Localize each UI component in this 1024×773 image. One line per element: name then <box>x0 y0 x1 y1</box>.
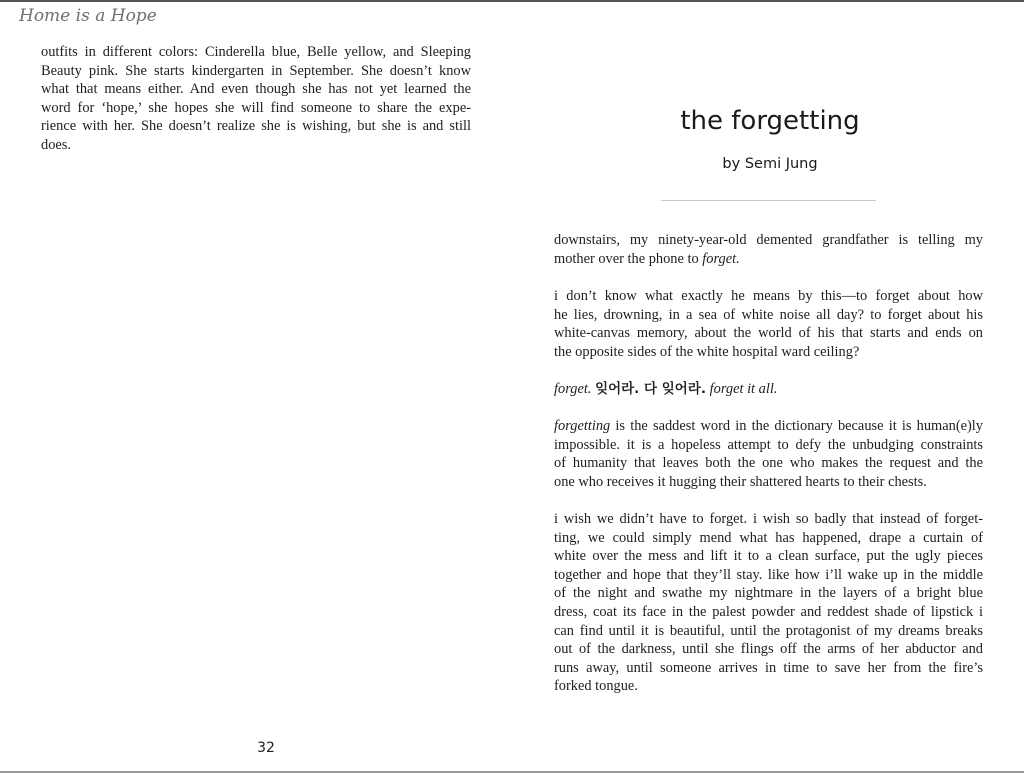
paragraph-2 <box>554 287 983 361</box>
line-text: mother over the phone to <box>554 250 703 267</box>
paragraph-line: can find until it is beautiful, until the protagonist of my dreams breaks <box>554 622 983 639</box>
paragraph-line: of the night and swathe my nightmare in the layers of a bright blue <box>554 585 983 602</box>
paragraph-line: of humanity that leaves both the one who makes the request and the <box>554 455 983 472</box>
paragraph-line: white over the mess and lift it to a clean surface, put the ugly pieces <box>554 548 983 565</box>
paragraph-3 <box>554 380 983 399</box>
paragraph-4 <box>554 417 983 491</box>
left-line: outfits in different colors: Cinderella blue, Belle yellow, and Sleeping <box>41 44 471 60</box>
poem-title: the forgetting <box>680 106 860 136</box>
paragraph-line: downstairs, my ninety-year-old demented grandfather is telling my <box>554 232 983 248</box>
paragraph-line: runs away, until someone arrives in time to save her from the fire’s <box>554 659 983 676</box>
paragraph-line: i don’t know what exactly he means by this—to forget about how <box>554 288 983 304</box>
paragraph-line: one who receives it hugging their shattered hearts to their chests. <box>554 473 927 490</box>
paragraph-line <box>554 250 983 269</box>
paragraph-line <box>554 380 983 399</box>
left-line: Beauty pink. She starts kindergarten in September. She doesn’t know <box>41 62 471 79</box>
paragraph-line: i wish we didn’t have to forget. i wish so badly that instead of forget- <box>554 511 983 527</box>
paragraph-1 <box>554 231 983 268</box>
running-head: Home is a Hope <box>19 6 157 26</box>
paragraph-5 <box>554 510 983 696</box>
italic-forget-it-all: forget it all. <box>709 381 778 397</box>
italic-forgetting: forgetting <box>554 418 611 434</box>
paragraph-line: dress, coat its face in the palest powder and reddest shade of lipstick i <box>554 603 983 620</box>
left-line: word for ‘hope,’ she hopes she will find someone to share the expe- <box>41 99 471 116</box>
line-text: is the saddest word in the dictionary because it is human(e)ly <box>610 418 983 434</box>
title-divider <box>661 200 876 201</box>
paragraph-line: out of the darkness, until she flings off the arms of her abductor and <box>554 641 983 658</box>
paragraph-line <box>554 417 983 436</box>
paragraph-line: white-canvas memory, about the world of his that starts and ends on <box>554 325 983 342</box>
byline: by Semi Jung <box>722 156 818 172</box>
top-border <box>0 0 1024 2</box>
paragraph-line: together and hope that they’ll stay. like how i’ll wake up in the middle <box>554 566 983 583</box>
left-line: does. <box>41 136 71 153</box>
italic-forget: forget. <box>554 381 592 397</box>
paragraph-line: the opposite sides of the white hospital ward ceiling? <box>554 343 860 360</box>
left-line: what that means either. And even though she has not yet learned the <box>41 81 471 98</box>
paragraph-line: impossible. it is a hopeless attempt to defy the unbudging constraints <box>554 436 983 453</box>
left-line: rience with her. She doesn’t realize she is wishing, but she is and still <box>41 118 471 135</box>
paragraph-line: ting, we could simply mend what has happened, drape a curtain of <box>554 529 983 546</box>
paragraph-line: forked tongue. <box>554 678 638 695</box>
italic-forget: forget. <box>702 250 740 267</box>
korean-text: 잊어라. 다 잊어라. <box>595 381 707 397</box>
left-page-paragraph <box>41 43 471 155</box>
page-number: 32 <box>257 740 275 756</box>
paragraph-line: he lies, drowning, in a sea of white noise all day? to forget about his <box>554 306 983 323</box>
